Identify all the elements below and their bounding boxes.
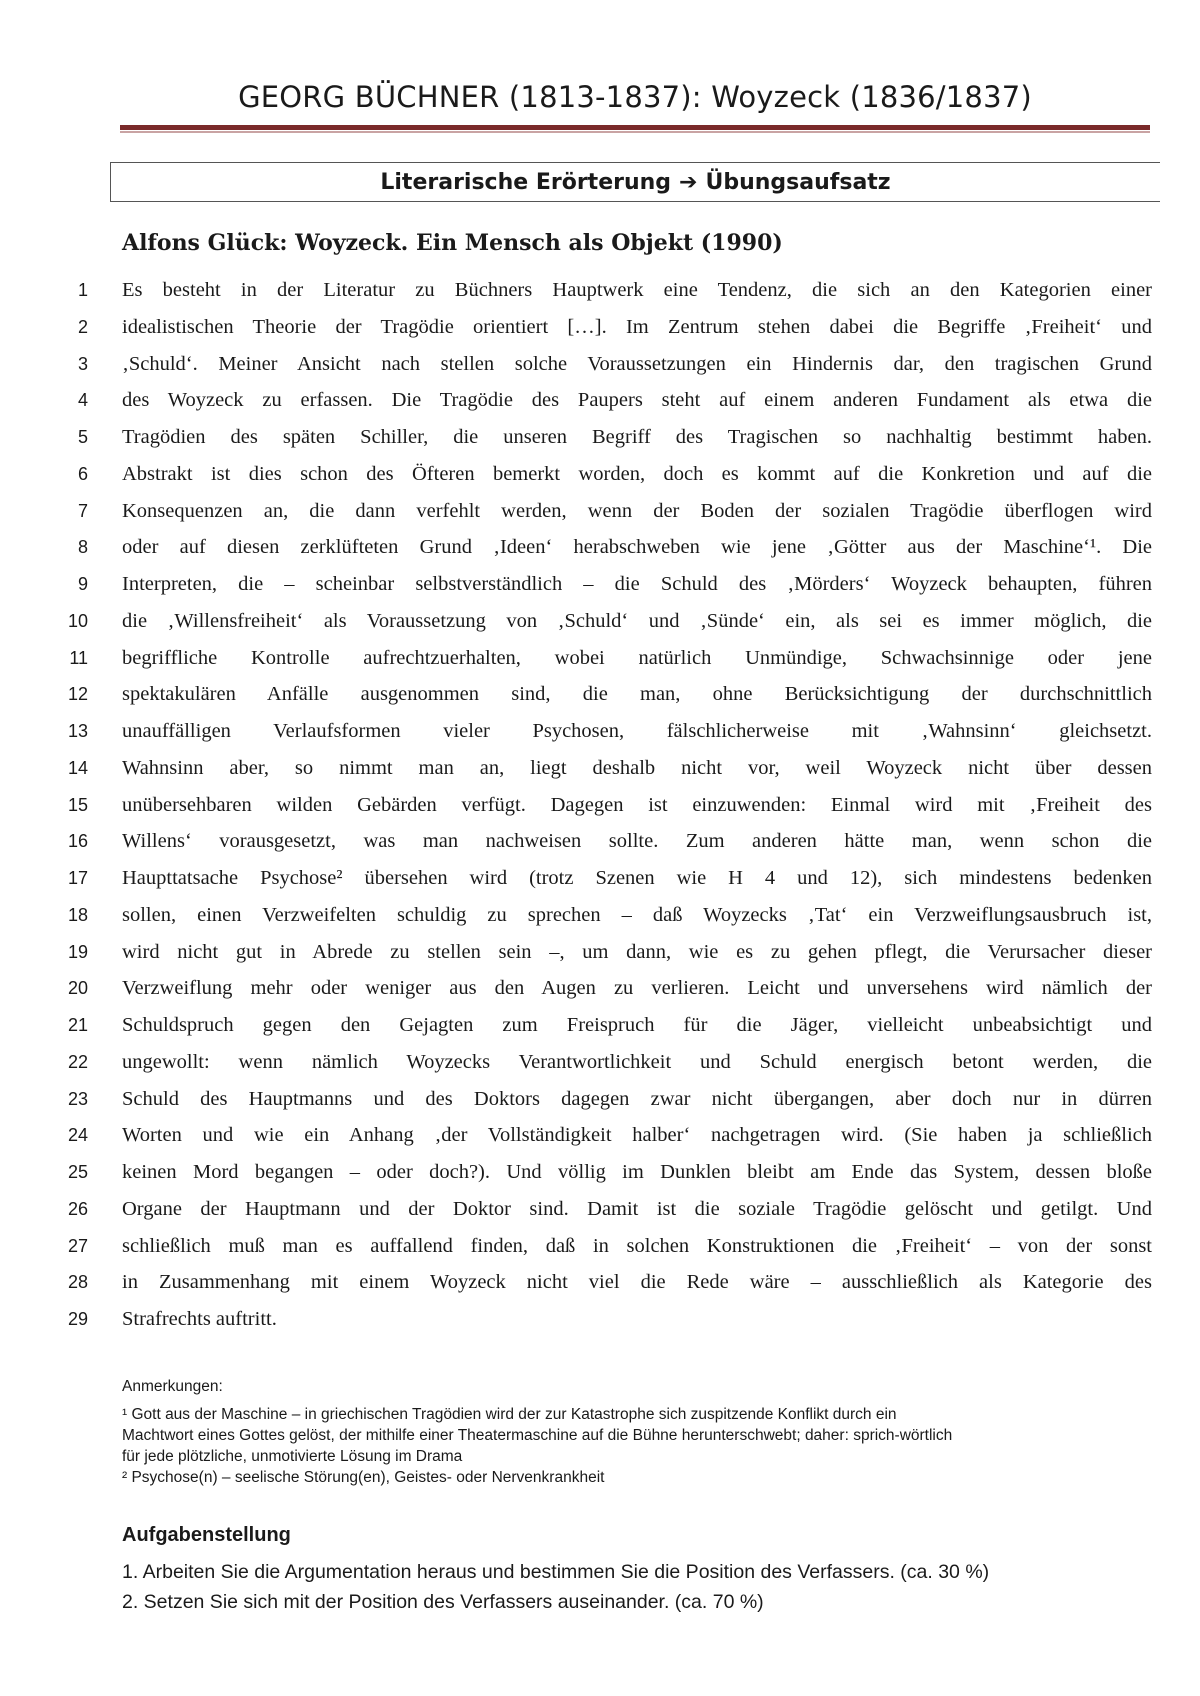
line-text: Es besteht in der Literatur zu Büchners Hauptwerk eine Tendenz, die sich an den Kategorien einer	[122, 279, 1152, 301]
line-text: Wahnsinn aber, so nimmt man an, liegt deshalb nicht vor, weil Woyzeck nicht über dessen	[122, 756, 1152, 779]
page-title: GEORG BÜCHNER (1813-1837): Woyzeck (1836/1837)	[238, 80, 1032, 114]
text-line	[0, 678, 1200, 715]
text-line	[0, 421, 1200, 458]
line-number: 20	[67, 978, 88, 999]
footnote-1-line-2: Machtwort eines Gottes gelöst, der mithilfe einer Theatermaschine auf die Bühne herunterschwebt; daher: sprich-wörtlich	[122, 1427, 953, 1444]
line-text: Worten und wie ein Anhang ‚der Vollständigkeit halber‘ nachgetragen wird. (Sie haben ja schließlich	[122, 1124, 1152, 1147]
line-text: spektakulären Anfälle ausgenommen sind, die man, ohne Berücksichtigung der durchschnittlich	[122, 683, 1152, 706]
header-divider-shadow	[120, 131, 1150, 133]
line-number: 1	[77, 280, 88, 300]
text-line	[0, 789, 1200, 826]
header-divider	[120, 125, 1150, 130]
footnotes	[122, 1378, 1152, 1488]
text-line	[0, 495, 1200, 532]
text-line	[0, 1266, 1200, 1303]
line-number: 16	[67, 831, 88, 852]
line-text: in Zusammenhang mit einem Woyzeck nicht viel die Rede wäre – ausschließlich als Kategorie des	[122, 1271, 1152, 1294]
line-number: 9	[77, 574, 88, 594]
line-text: Haupttatsache Psychose² übersehen wird (trotz Szenen wie H 4 und 12), sich mindestens bedenken	[122, 867, 1152, 889]
task-type-box	[110, 162, 1160, 202]
line-number: 18	[67, 904, 88, 925]
line-text: Schuld des Hauptmanns und des Doktors dagegen zwar nicht übergangen, aber doch nur in dürren	[122, 1087, 1152, 1110]
text-line	[0, 972, 1200, 1009]
line-text: Tragödien des späten Schiller, die unseren Begriff des Tragischen so nachhaltig bestimmt haben.	[122, 426, 1152, 448]
footnote-1-line-1: ¹ Gott aus der Maschine – in griechischen Tragödien wird der zur Katastrophe sich zuspitzende Konflikt durch ein	[122, 1406, 897, 1423]
line-number: 22	[67, 1051, 88, 1072]
text-line	[0, 568, 1200, 605]
line-text: ungewollt: wenn nämlich Woyzecks Verantwortlichkeit und Schuld energisch betont werden, die	[122, 1050, 1152, 1073]
text-line	[0, 899, 1200, 936]
task-type-label: Literarische Erörterung	[380, 169, 672, 195]
text-line	[0, 752, 1200, 789]
text-line	[0, 862, 1200, 899]
line-number: 24	[67, 1125, 88, 1146]
text-line	[0, 1046, 1200, 1083]
assignment-item-1: 1. Arbeiten Sie die Argumentation heraus und bestimmen Sie die Position des Verfassers. (ca. 30 %)	[122, 1561, 990, 1583]
text-line	[0, 531, 1200, 568]
line-text: keinen Mord begangen – oder doch?). Und völlig im Dunklen bleibt am Ende das System, dessen bloße	[122, 1161, 1152, 1183]
line-text: ‚Schuld‘. Meiner Ansicht nach stellen solche Voraussetzungen ein Hindernis dar, den tragischen Grund	[122, 352, 1152, 375]
text-line	[0, 642, 1200, 679]
line-number: 11	[69, 647, 88, 668]
line-text: Verzweiflung mehr oder weniger aus den Augen zu verlieren. Leicht und unversehens wird nämlich der	[122, 977, 1152, 1000]
numbered-text	[0, 274, 1200, 1340]
footnote-2: ² Psychose(n) – seelische Störung(en), Geistes- oder Nervenkrankheit	[122, 1469, 605, 1486]
text-line	[0, 311, 1200, 348]
footnote-1-line-3: für jede plötzliche, unmotivierte Lösung im Drama	[122, 1448, 463, 1465]
text-line	[0, 825, 1200, 862]
line-text: die ‚Willensfreiheit‘ als Voraussetzung von ‚Schuld‘ und ‚Sünde‘ ein, als sei es immer möglich, die	[122, 609, 1152, 632]
line-number: 10	[67, 610, 88, 631]
line-number: 28	[67, 1272, 88, 1293]
line-number: 26	[67, 1198, 88, 1219]
text-line	[0, 605, 1200, 642]
line-number: 5	[77, 427, 88, 447]
text-line	[0, 458, 1200, 495]
assignment-heading: Aufgabenstellung	[122, 1524, 291, 1546]
line-text: idealistischen Theorie der Tragödie orientiert […]. Im Zentrum stehen dabei die Begriffe ‚Freiheit‘ und	[122, 315, 1152, 338]
line-number: 3	[77, 353, 88, 374]
text-line	[0, 384, 1200, 421]
text-line	[0, 348, 1200, 385]
line-number: 7	[77, 500, 88, 521]
line-text: Strafrechts auftritt.	[122, 1308, 277, 1330]
line-number: 25	[67, 1162, 88, 1182]
line-number: 21	[67, 1015, 88, 1035]
line-text: begriffliche Kontrolle aufrechtzuerhalten, wobei natürlich Unmündige, Schwachsinnige oder jene	[122, 646, 1152, 669]
text-line	[0, 715, 1200, 752]
text-line	[0, 936, 1200, 973]
line-number: 2	[77, 316, 88, 337]
line-text: schließlich muß man es auffallend finden, daß in solchen Konstruktionen die ‚Freiheit‘ – von der sonst	[122, 1234, 1152, 1257]
text-line	[0, 1230, 1200, 1267]
line-text: Interpreten, die – scheinbar selbstverständlich – die Schuld des ‚Mörders‘ Woyzeck behaupten, führen	[122, 573, 1152, 595]
line-text: wird nicht gut in Abrede zu stellen sein –, um dann, wie es zu gehen pflegt, die Verursacher dieser	[122, 940, 1152, 963]
text-line	[0, 1083, 1200, 1120]
line-text: oder auf diesen zerklüfteten Grund ‚Ideen‘ herabschweben wie jene ‚Götter aus der Maschine‘¹. Die	[122, 536, 1152, 559]
text-line	[0, 1156, 1200, 1193]
line-number: 27	[67, 1235, 88, 1256]
line-text: Willens‘ vorausgesetzt, was man nachweisen sollte. Zum anderen hätte man, wenn schon die	[122, 830, 1152, 853]
text-line	[0, 274, 1200, 311]
line-number: 12	[67, 684, 88, 705]
line-text: Organe der Hauptmann und der Doktor sind. Damit ist die soziale Tragödie gelöscht und getilgt. Und	[122, 1197, 1152, 1220]
footnotes-heading: Anmerkungen:	[122, 1378, 223, 1395]
line-text: unübersehbaren wilden Gebärden verfügt. Dagegen ist einzuwenden: Einmal wird mit ‚Freiheit des	[122, 793, 1152, 816]
arrow-right-icon: ➔	[679, 169, 698, 195]
line-text: sollen, einen Verzweifelten schuldig zu sprechen – daß Woyzecks ‚Tat‘ ein Verzweiflungsausbruch ist,	[122, 903, 1152, 926]
line-number: 13	[67, 721, 88, 741]
text-line	[0, 1303, 1200, 1340]
line-text: Schuldspruch gegen den Gejagten zum Freispruch für die Jäger, vielleicht unbeabsichtigt und	[122, 1014, 1152, 1036]
line-number: 6	[77, 463, 88, 484]
line-text: Abstrakt ist dies schon des Öfteren bemerkt worden, doch es kommt auf die Konkretion und auf die	[122, 462, 1152, 485]
line-number: 14	[67, 757, 88, 778]
line-number: 15	[67, 794, 88, 815]
line-number: 23	[67, 1088, 88, 1109]
line-number: 29	[67, 1309, 88, 1329]
line-number: 19	[67, 941, 88, 962]
assignment-item-2: 2. Setzen Sie sich mit der Position des Verfassers auseinander. (ca. 70 %)	[122, 1591, 764, 1613]
line-text: unauffälligen Verlaufsformen vieler Psychosen, fälschlicherweise mit ‚Wahnsinn‘ gleichsetzt.	[122, 720, 1152, 742]
text-title: Alfons Glück: Woyzeck. Ein Mensch als Objekt (1990)	[122, 230, 783, 256]
line-number: 17	[67, 868, 88, 888]
line-text: Konsequenzen an, die dann verfehlt werden, wenn der Boden der sozialen Tragödie überflogen wird	[122, 499, 1152, 522]
text-line	[0, 1009, 1200, 1046]
line-number: 4	[77, 390, 88, 411]
line-number: 8	[77, 537, 88, 558]
text-line	[0, 1119, 1200, 1156]
line-text: des Woyzeck zu erfassen. Die Tragödie des Paupers steht auf einem anderen Fundament als etwa die	[122, 389, 1152, 412]
assignment	[122, 1524, 1152, 1617]
text-line	[0, 1193, 1200, 1230]
task-type-target: Übungsaufsatz	[705, 169, 891, 195]
